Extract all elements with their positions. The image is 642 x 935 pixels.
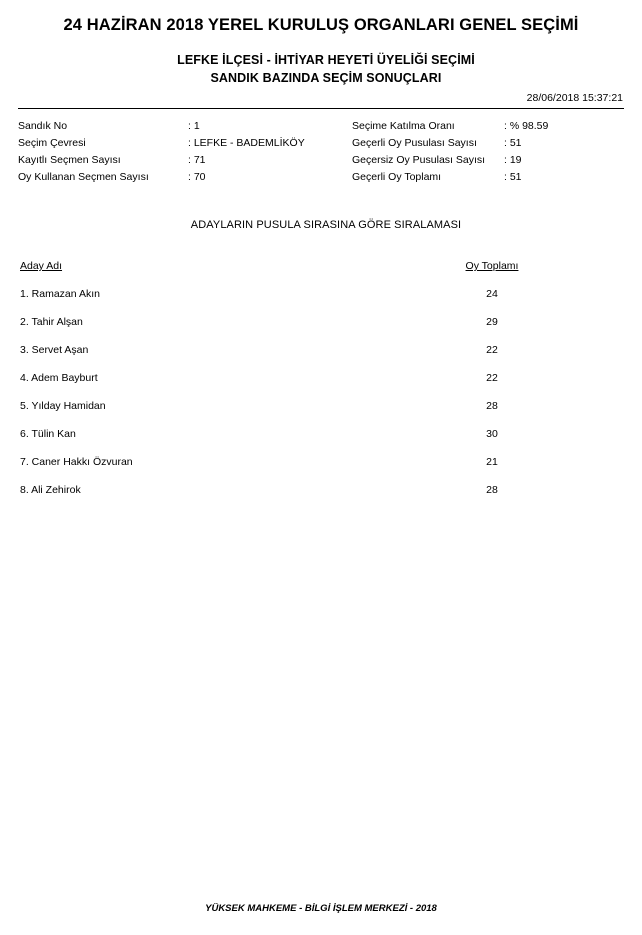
report-timestamp: 28/06/2018 15:37:21 xyxy=(526,92,623,104)
summary-info-left xyxy=(18,118,352,186)
info-value: : 51 xyxy=(504,171,522,183)
info-value: : % 98.59 xyxy=(504,120,549,132)
summary-right-values xyxy=(504,118,548,186)
info-label: Kayıtlı Seçmen Sayısı xyxy=(18,154,121,166)
candidate-name: 3. Servet Aşan xyxy=(20,344,89,356)
info-label: Seçime Katılma Oranı xyxy=(352,120,455,132)
summary-left-labels xyxy=(18,118,188,186)
candidate-votes: 22 xyxy=(486,344,498,356)
candidate-name: 2. Tahir Alşan xyxy=(20,316,83,328)
section-heading: ADAYLARIN PUSULA SIRASINA GÖRE SIRALAMASI xyxy=(190,219,462,231)
candidate-name: 6. Tülin Kan xyxy=(20,428,76,440)
page-footer: YÜKSEK MAHKEME - BİLGİ İŞLEM MERKEZİ - 2018 xyxy=(205,903,437,914)
table-row xyxy=(20,344,624,356)
table-row xyxy=(20,428,624,440)
table-row xyxy=(20,456,624,468)
candidate-votes: 28 xyxy=(486,484,498,496)
header-divider xyxy=(18,108,624,109)
candidate-votes: 22 xyxy=(486,372,498,384)
info-value: : 71 xyxy=(188,154,206,166)
subtitle-block xyxy=(18,53,624,85)
summary-info-right xyxy=(352,118,624,186)
candidate-votes: 24 xyxy=(486,288,498,300)
candidate-name: 7. Caner Hakkı Özvuran xyxy=(20,456,133,468)
candidate-name: 4. Adem Bayburt xyxy=(20,372,98,384)
candidate-votes: 29 xyxy=(486,316,498,328)
info-value: : LEFKE - BADEMLİKÖY xyxy=(188,137,305,149)
table-header-row xyxy=(20,260,624,272)
column-header-name: Aday Adı xyxy=(20,260,63,272)
candidate-votes: 30 xyxy=(486,428,498,440)
table-row xyxy=(20,372,624,384)
candidate-name: 1. Ramazan Akın xyxy=(20,288,100,300)
info-label: Geçersiz Oy Pusulası Sayısı xyxy=(352,154,486,166)
candidate-name: 5. Yılday Hamidan xyxy=(20,400,106,412)
info-label: Seçim Çevresi xyxy=(18,137,86,149)
candidates-table xyxy=(18,260,624,496)
info-value: : 51 xyxy=(504,137,522,149)
candidate-votes: 21 xyxy=(486,456,498,468)
info-label: Geçerli Oy Pusulası Sayısı xyxy=(352,137,477,149)
info-label: Geçerli Oy Toplamı xyxy=(352,171,442,183)
column-header-votes: Oy Toplamı xyxy=(465,260,519,272)
info-value: : 1 xyxy=(188,120,200,132)
info-value: : 19 xyxy=(504,154,522,166)
info-value: : 70 xyxy=(188,171,206,183)
info-label: Sandık No xyxy=(18,120,68,132)
table-row xyxy=(20,400,624,412)
candidate-votes: 28 xyxy=(486,400,498,412)
election-result-page xyxy=(0,16,642,935)
info-label: Oy Kullanan Seçmen Sayısı xyxy=(18,171,149,183)
candidate-name: 8. Ali Zehirok xyxy=(20,484,81,496)
summary-left-values xyxy=(188,118,305,186)
table-row xyxy=(20,316,624,328)
summary-info xyxy=(18,118,624,186)
table-row xyxy=(20,484,624,496)
table-row xyxy=(20,288,624,300)
subtitle-results: SANDIK BAZINDA SEÇİM SONUÇLARI xyxy=(210,71,442,85)
subtitle-district: LEFKE İLÇESİ - İHTİYAR HEYETİ ÜYELİĞİ SEÇİMİ xyxy=(177,53,475,67)
summary-right-labels xyxy=(352,118,504,186)
page-title: 24 HAZİRAN 2018 YEREL KURULUŞ ORGANLARI GENEL SEÇİMİ xyxy=(63,16,579,34)
